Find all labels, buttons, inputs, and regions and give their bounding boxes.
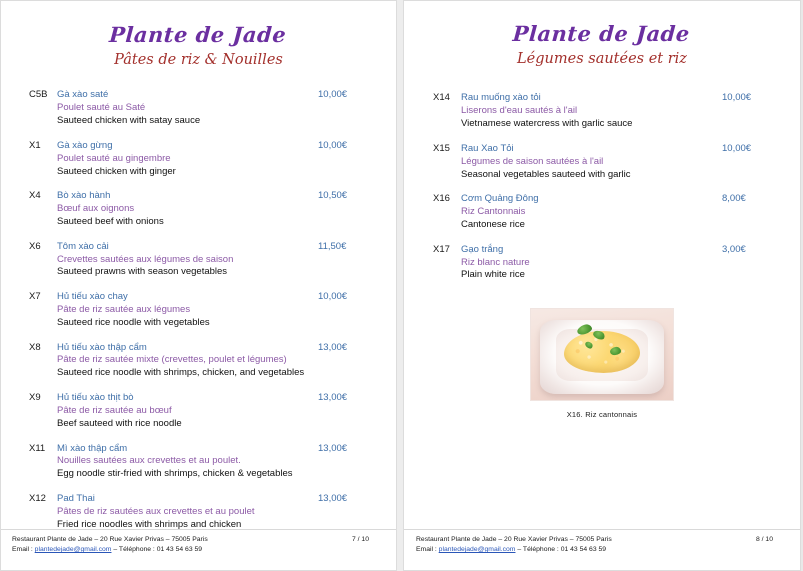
menu-item-code: X14: [433, 92, 450, 104]
menu-item-code: X17: [433, 243, 450, 255]
menu-item-list-left: [1, 89, 396, 531]
menu-item-name-english: Sauteed prawns with season vegetables: [57, 266, 228, 278]
menu-item-code: X15: [433, 142, 450, 154]
menu-item-price: 13,00€: [318, 341, 348, 353]
menu-item-price: 8,00€: [722, 193, 746, 205]
menu-item-price: 10,00€: [318, 89, 348, 101]
menu-item: [29, 493, 370, 531]
menu-item: [29, 89, 370, 127]
menu-item-name-english: Sauteed chicken with ginger: [57, 165, 176, 177]
menu-item-name-english: Plain white rice: [461, 269, 525, 281]
menu-item-price: 13,00€: [318, 442, 348, 454]
menu-item-code: X9: [29, 392, 41, 404]
menu-item-name-french: Crevettes sautées aux légumes de saison: [57, 253, 234, 265]
footer-address: Restaurant Plante de Jade – 20 Rue Xavier Privas – 75005 Paris: [416, 535, 612, 543]
menu-page-right: [403, 0, 801, 571]
menu-item-code: C5B: [29, 89, 48, 101]
menu-item-name-english: Egg noodle stir-fried with shrimps, chicken & vegetables: [57, 468, 293, 480]
menu-item-name-english: Fried rice noodles with shrimps and chicken: [57, 518, 242, 530]
menu-item-name-english: Sauteed rice noodle with shrimps, chicken, and vegetables: [57, 367, 305, 379]
menu-item-list-right: [404, 92, 800, 282]
menu-item-code: X1: [29, 139, 41, 151]
menu-item-code: X11: [29, 442, 46, 454]
menu-item-code: X8: [29, 341, 41, 353]
menu-item-price: 10,50€: [318, 190, 348, 202]
menu-item-price: 10,00€: [318, 291, 348, 303]
menu-item-name-french: Liserons d'eau sautés à l'ail: [461, 105, 578, 117]
page-footer-left: [1, 529, 396, 556]
menu-item-name-english: Beef sauteed with rice noodle: [57, 417, 182, 429]
menu-item-name-vietnamese: Rau muống xào tỏi: [461, 92, 541, 104]
menu-item-code: X12: [29, 492, 46, 504]
menu-item-name-vietnamese: Hủ tiếu xào thịt bò: [57, 392, 134, 404]
dish-photo-caption: X16. Riz cantonnais: [566, 410, 638, 420]
menu-item: [433, 92, 774, 130]
menu-item: [433, 244, 774, 282]
menu-item-name-french: Bœuf aux oignons: [57, 203, 135, 215]
menu-item-price: 10,00€: [722, 92, 752, 104]
footer-phone: – Téléphone : 01 43 54 63 59: [111, 546, 203, 554]
menu-item-price: 10,00€: [318, 139, 348, 151]
menu-item: [29, 392, 370, 430]
page-title-left: Plante de Jade: [108, 22, 288, 47]
menu-item-name-french: Poulet sauté au gingembre: [57, 152, 171, 164]
menu-item-name-english: Seasonal vegetables sauteed with garlic: [461, 168, 631, 180]
menu-item-code: X16: [433, 193, 450, 205]
menu-item-name-french: Pâte de riz sautée au bœuf: [57, 404, 172, 416]
menu-item: [29, 291, 370, 329]
menu-item-name-french: Poulet sauté au Saté: [57, 102, 146, 114]
menu-item-name-vietnamese: Hủ tiếu xào chay: [57, 291, 128, 303]
menu-item-code: X6: [29, 240, 41, 252]
menu-item: [29, 342, 370, 380]
menu-item-price: 13,00€: [318, 392, 348, 404]
page-footer-right: [404, 529, 800, 556]
footer-contact: [12, 545, 342, 556]
menu-item-name-vietnamese: Gà xào saté: [57, 89, 109, 101]
menu-item-price: 3,00€: [722, 243, 746, 255]
menu-item-name-english: Sauteed chicken with satay sauce: [57, 115, 201, 127]
menu-item-name-french: Nouilles sautées aux crevettes et au poulet.: [57, 455, 241, 467]
menu-item-name-vietnamese: Cơm Quảng Đông: [461, 193, 539, 205]
menu-item-name-french: Riz blanc nature: [461, 256, 530, 268]
menu-item-name-english: Sauteed rice noodle with vegetables: [57, 316, 210, 328]
menu-item-name-vietnamese: Bò xào hành: [57, 190, 111, 202]
footer-email-link[interactable]: plantedejade@gmail.com: [34, 546, 112, 554]
menu-item-name-vietnamese: Gà xào gừng: [57, 139, 113, 151]
page-subtitle-left: Pâtes de riz & Nouilles: [114, 52, 283, 69]
menu-item-price: 11,50€: [318, 240, 347, 252]
footer-phone: – Téléphone : 01 43 54 63 59: [515, 546, 607, 554]
footer-page-number: 7 / 10: [351, 535, 369, 543]
menu-item-name-vietnamese: Hủ tiếu xào thập cẩm: [57, 341, 147, 353]
footer-contact: [416, 545, 746, 556]
menu-page-left: [0, 0, 397, 571]
menu-item: [433, 143, 774, 181]
menu-item-name-french: Légumes de saison sautées à l'ail: [461, 155, 604, 167]
menu-item-name-vietnamese: Pad Thai: [57, 492, 95, 504]
menu-item-name-vietnamese: Mì xào thập cẩm: [57, 442, 128, 454]
menu-item: [29, 190, 370, 228]
menu-item-name-french: Riz Cantonnais: [461, 206, 526, 218]
menu-item: [29, 140, 370, 178]
menu-item-name-vietnamese: Tôm xào cải: [57, 240, 109, 252]
menu-item-code: X7: [29, 291, 41, 303]
menu-item-price: 13,00€: [318, 492, 348, 504]
menu-item-name-french: Pâtes de riz sautées aux crevettes et au poulet: [57, 505, 255, 517]
footer-email-label: Email :: [12, 546, 35, 554]
footer-email-link[interactable]: plantedejade@gmail.com: [438, 546, 516, 554]
footer-page-number: 8 / 10: [755, 535, 773, 543]
menu-item-name-french: Pâte de riz sautée aux légumes: [57, 304, 191, 316]
menu-item-name-english: Vietnamese watercress with garlic sauce: [461, 118, 633, 130]
menu-item-name-english: Sauteed beef with onions: [57, 215, 164, 227]
page-title-right: Plante de Jade: [511, 21, 691, 46]
footer-email-label: Email :: [416, 546, 439, 554]
menu-item-name-vietnamese: Gạo trắng: [461, 243, 504, 255]
menu-item-name-english: Cantonese rice: [461, 218, 525, 230]
menu-item-name-french: Pâte de riz sautée mixte (crevettes, poulet et légumes): [57, 354, 287, 366]
menu-item-name-vietnamese: Rau Xao Tỏi: [461, 142, 514, 154]
footer-address: Restaurant Plante de Jade – 20 Rue Xavier Privas – 75005 Paris: [12, 535, 208, 543]
page-subtitle-right: Légumes sautées et riz: [517, 51, 687, 68]
dish-photo-image: [530, 308, 674, 401]
menu-item-code: X4: [29, 190, 41, 202]
menu-item-price: 10,00€: [722, 142, 752, 154]
menu-item: [29, 443, 370, 481]
menu-item: [433, 193, 774, 231]
dish-photo-figure: [530, 308, 674, 419]
menu-item: [29, 241, 370, 279]
